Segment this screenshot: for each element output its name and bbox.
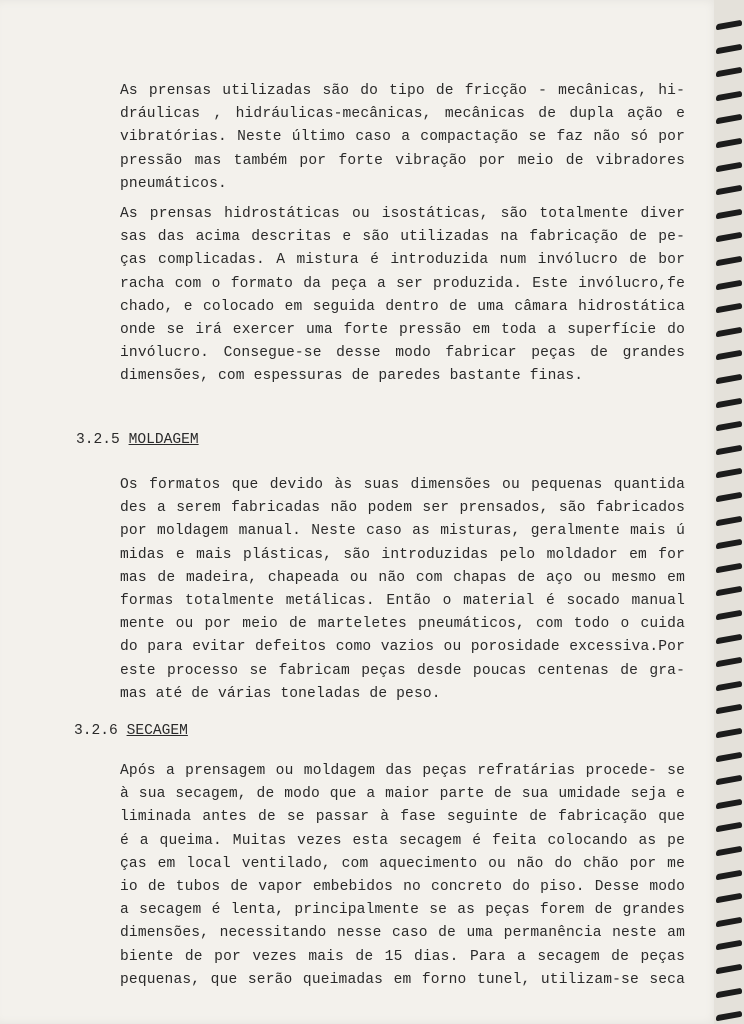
binding-coil — [716, 704, 742, 715]
section-title: SECAGEM — [126, 723, 188, 739]
binding-coil — [716, 256, 742, 267]
binding-coil — [716, 67, 742, 78]
binding-coil — [716, 1011, 742, 1022]
binding-coil — [716, 964, 742, 975]
text-line: dráulicas , hidráulicas-mecânicas, mecânicas de dupla ação e — [120, 106, 685, 123]
binding-coil — [716, 940, 742, 951]
paragraph-secagem — [120, 760, 685, 992]
text-line: a secagem é lenta, principalmente se as peças forem de grandes — [120, 902, 685, 919]
binding-coil — [716, 822, 742, 833]
text-line: midas e mais plásticas, são introduzidas pelo moldador em for — [120, 546, 685, 563]
binding-coil — [716, 138, 742, 149]
text-line: As prensas utilizadas são do tipo de fricção - mecânicas, hi- — [120, 83, 685, 99]
binding-coil — [716, 563, 742, 574]
binding-coil — [716, 917, 742, 928]
binding-coil — [716, 799, 742, 810]
text-line: é a queima. Muitas vezes esta secagem é feita colocando as pe — [120, 832, 685, 849]
text-line: Após a prensagem ou moldagem das peças refratárias procede- se — [120, 763, 685, 779]
text-line: pneumáticos. — [120, 175, 227, 192]
binding-coil — [716, 657, 742, 668]
binding-coil — [716, 893, 742, 904]
text-line: à sua secagem, de modo que a maior parte de sua umidade seja e — [120, 786, 685, 803]
text-line: biente de por vezes mais de 15 dias. Para a secagem de peças — [120, 948, 685, 965]
binding-coil — [716, 586, 742, 597]
text-line: dimensões, necessitando nesse caso de uma permanência neste am — [120, 925, 685, 942]
text-line: ças em local ventilado, com aquecimento ou não do chão por me — [120, 855, 685, 872]
text-line: mente ou por meio de marteletes pneumáticos, com todo o cuida — [120, 616, 685, 633]
text-line: pressão mas também por forte vibração por meio de vibradores — [120, 152, 685, 169]
binding-coil — [716, 327, 742, 338]
binding-coil — [716, 846, 742, 857]
binding-coil — [716, 398, 742, 409]
binding-coil — [716, 445, 742, 456]
section-heading-3-2-5 — [76, 432, 199, 448]
binding-coil — [716, 492, 742, 503]
binding-coil — [716, 162, 742, 173]
text-line: este processo se fabricam peças desde poucas centenas de gra- — [120, 662, 685, 679]
paragraph-isostatic — [120, 203, 685, 389]
text-line: dimensões, com espessuras de paredes bastante finas. — [120, 368, 584, 385]
binding-coil — [716, 516, 742, 527]
text-line: chado, e colocado em seguida dentro de uma câmara hidrostática — [120, 298, 685, 315]
section-heading-3-2-6 — [74, 723, 188, 739]
spiral-binding — [714, 0, 744, 1024]
text-line: ças complicadas. A mistura é introduzida num invólucro de bor — [120, 252, 685, 269]
text-line: liminada antes de se passar à fase seguinte de fabricação que — [120, 809, 685, 826]
text-line: mas de madeira, chapeada ou não com chapas de aço ou mesmo em — [120, 569, 685, 586]
text-line: As prensas hidrostáticas ou isostáticas, são totalmente diver — [120, 206, 685, 222]
paragraph-moldagem — [120, 474, 685, 706]
text-line: formas totalmente metálicas. Então o material é socado manual — [120, 592, 685, 609]
text-line: onde se irá exercer uma forte pressão em toda a superfície do — [120, 321, 685, 338]
binding-coil — [716, 468, 742, 479]
section-title: MOLDAGEM — [128, 432, 199, 448]
binding-coil — [716, 303, 742, 314]
text-line: des a serem fabricadas não podem ser prensados, são fabricados — [120, 500, 685, 517]
binding-coil — [716, 185, 742, 196]
section-number: 3.2.5 — [76, 432, 120, 448]
binding-coil — [716, 20, 742, 31]
text-line: racha com o formato da peça a ser produzida. Este invólucro,fe — [120, 275, 685, 292]
binding-coil — [716, 870, 742, 881]
text-line: invólucro. Consegue-se desse modo fabricar peças de grandes — [120, 345, 685, 362]
text-line: sas das acima descritas e são utilizadas na fabricação de pe- — [120, 229, 685, 246]
binding-coil — [716, 350, 742, 361]
binding-coil — [716, 44, 742, 55]
binding-coil — [716, 681, 742, 692]
text-line: por moldagem manual. Neste caso as misturas, geralmente mais ú — [120, 523, 685, 540]
binding-coil — [716, 421, 742, 432]
binding-coil — [716, 728, 742, 739]
text-line: mas até de várias toneladas de peso. — [120, 685, 441, 702]
text-line: io de tubos de vapor embebidos no concreto do piso. Desse modo — [120, 878, 685, 895]
text-line: vibratórias. Neste último caso a compactação se faz não só por — [120, 129, 685, 146]
binding-coil — [716, 91, 742, 102]
binding-coil — [716, 280, 742, 291]
text-line: pequenas, que serão queimadas em forno tunel, utilizam-se seca — [120, 971, 685, 988]
text-line: Os formatos que devido às suas dimensões ou pequenas quantida — [120, 477, 685, 493]
binding-coil — [716, 752, 742, 763]
binding-coil — [716, 610, 742, 621]
section-number: 3.2.6 — [74, 723, 118, 739]
binding-coil — [716, 539, 742, 550]
binding-coil — [716, 209, 742, 220]
binding-coil — [716, 232, 742, 243]
binding-coil — [716, 114, 742, 125]
text-line: do para evitar defeitos como vazios ou porosidade excessiva.Por — [120, 639, 685, 656]
paragraph-presses — [120, 80, 685, 196]
binding-coil — [716, 634, 742, 645]
binding-coil — [716, 988, 742, 999]
binding-coil — [716, 775, 742, 786]
binding-coil — [716, 374, 742, 385]
